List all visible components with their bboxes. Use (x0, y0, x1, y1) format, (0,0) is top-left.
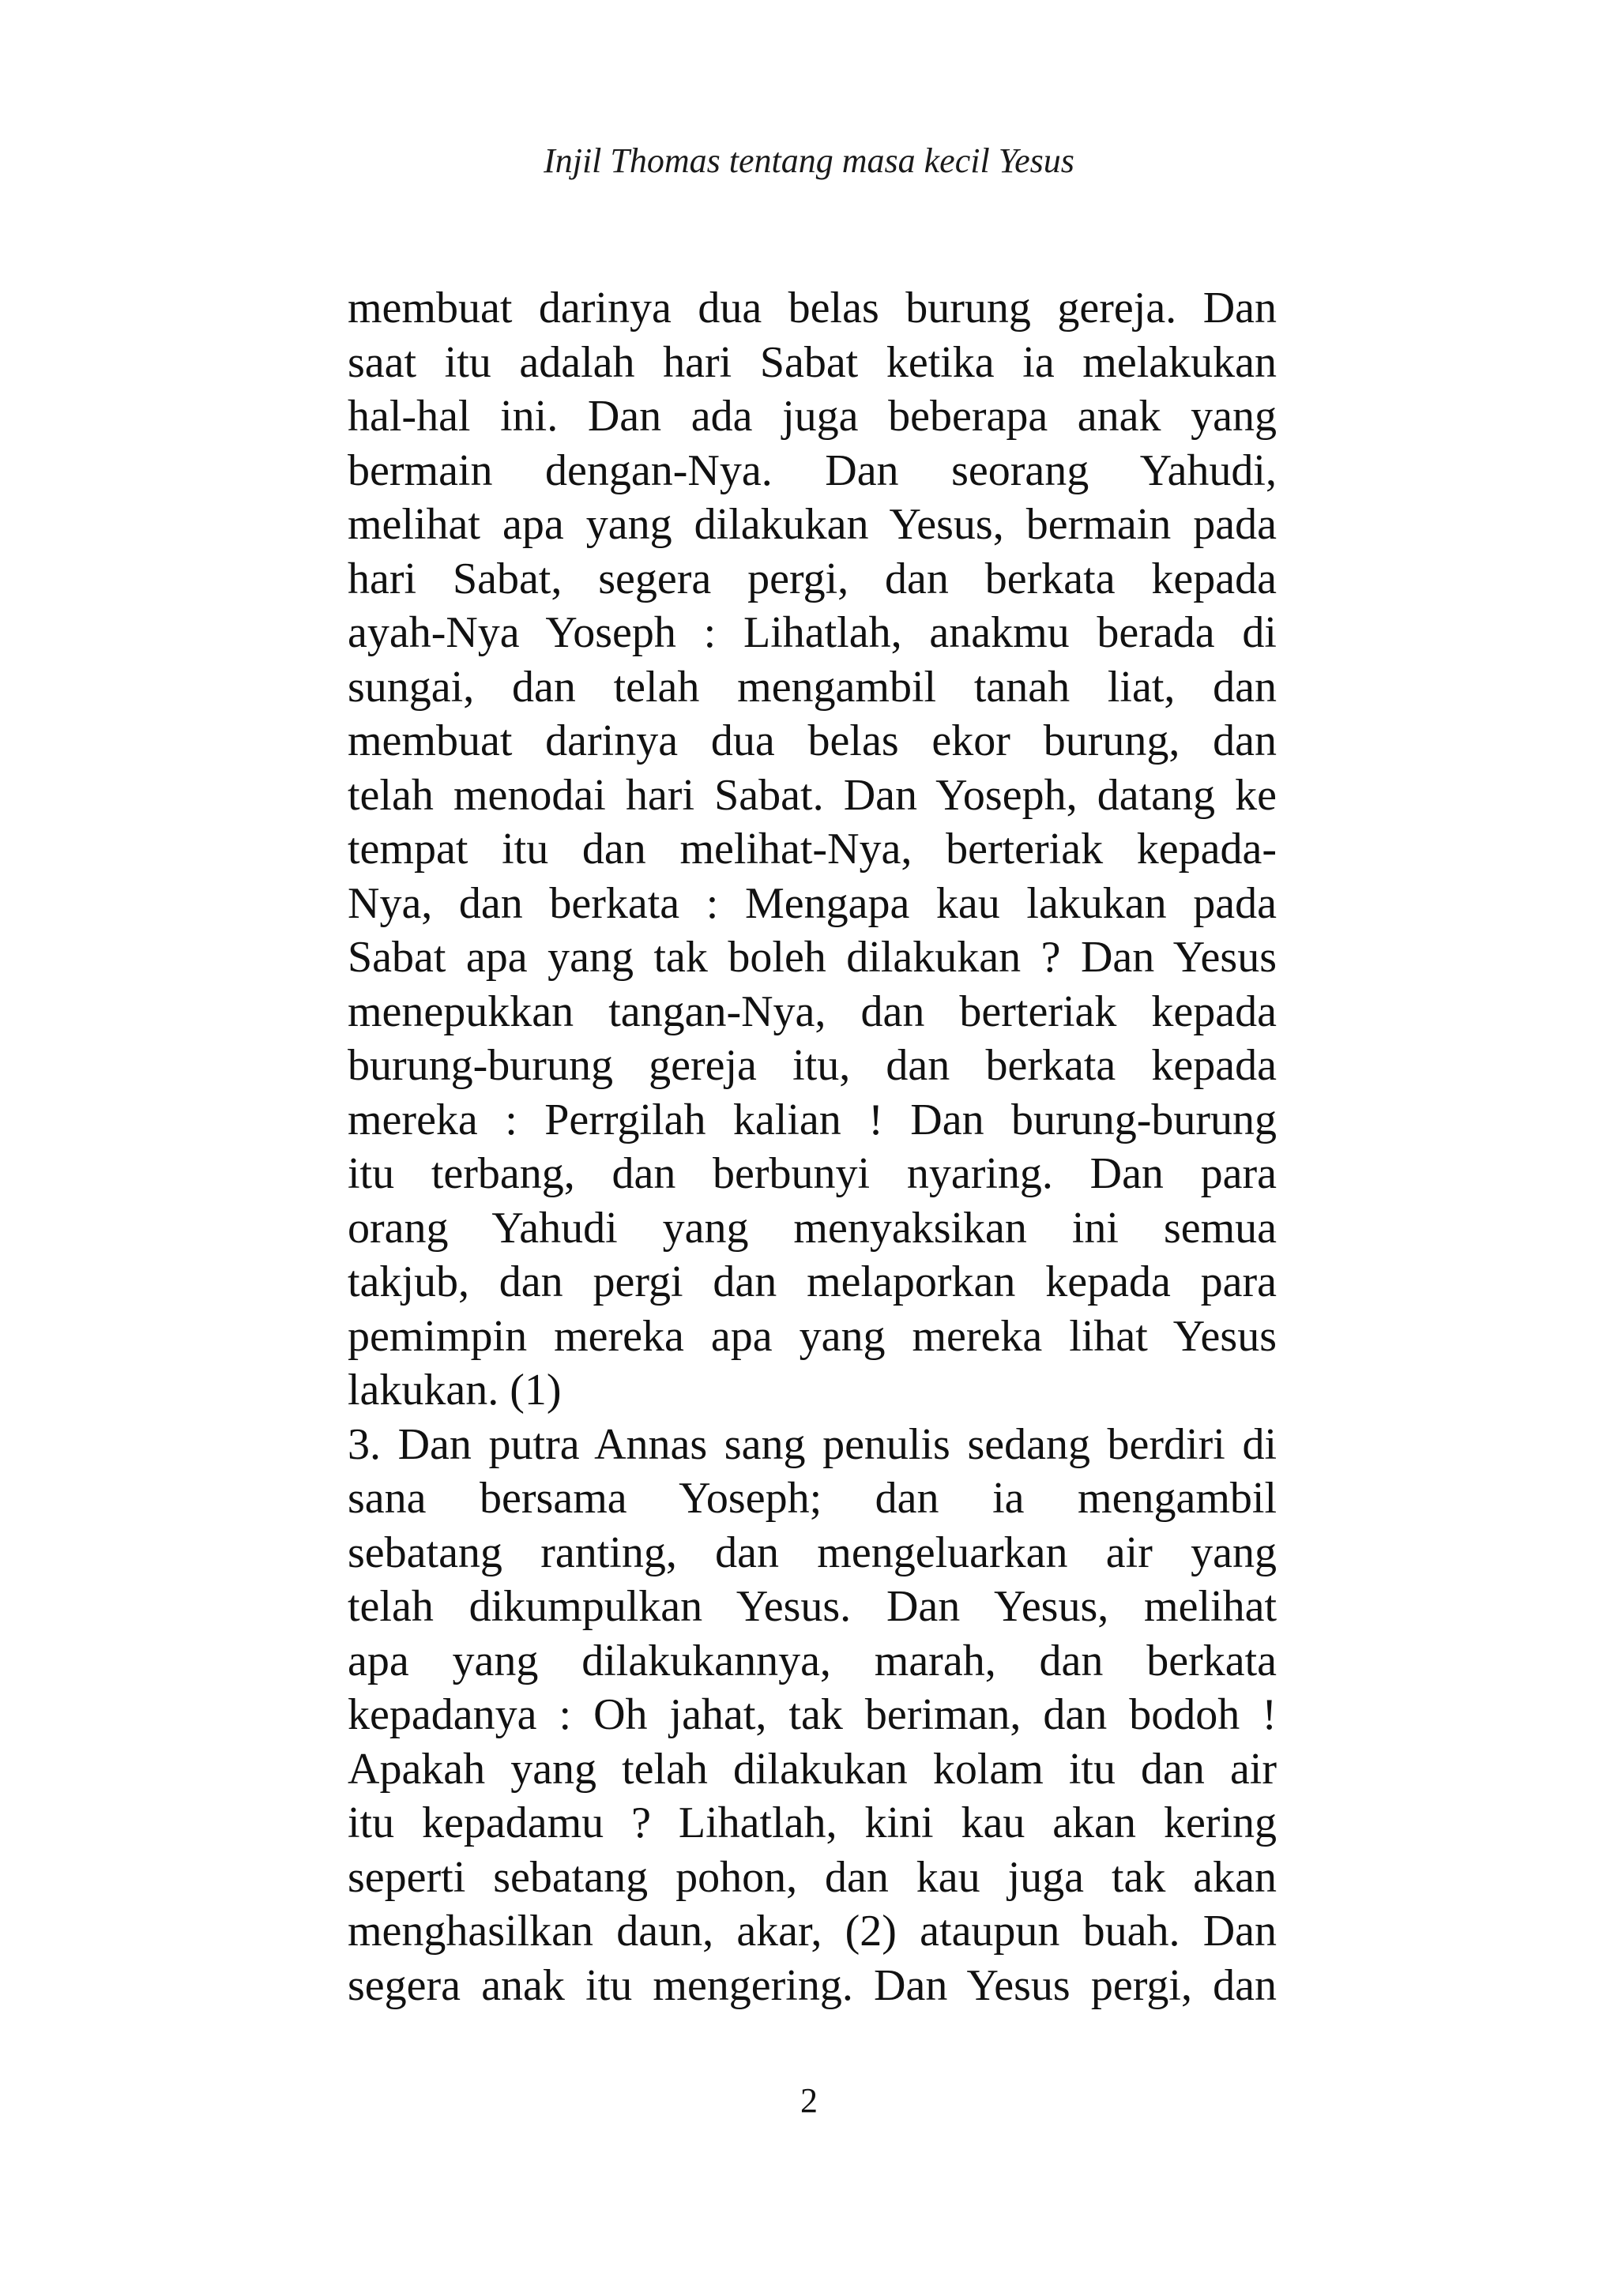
text-line: segera anak itu mengering. Dan Yesus pergi, dan (348, 1960, 1277, 2010)
text-line: hal-hal ini. Dan ada juga beberapa anak yang (348, 392, 1277, 441)
text-line: ayah-Nya Yoseph : Lihatlah, anakmu berada di (348, 608, 1277, 657)
text-line: apa yang dilakukannya, marah, dan berkata (348, 1636, 1277, 1685)
text-line: Nya, dan berkata : Mengapa kau lakukan pada (348, 878, 1277, 928)
text-line: tempat itu dan melihat-Nya, berteriak kepada- (348, 825, 1277, 874)
running-header: Injil Thomas tentang masa kecil Yesus (544, 141, 1074, 180)
text-line: bermain dengan-Nya. Dan seorang Yahudi, (348, 445, 1277, 495)
text-line: menghasilkan daun, akar, (2) ataupun buah. Dan (348, 1907, 1277, 1956)
paragraph-2 (348, 1418, 1277, 2013)
text-line: takjub, dan pergi dan melaporkan kepada para (348, 1257, 1277, 1306)
paragraph-1 (348, 281, 1277, 1418)
text-line: telah dikumpulkan Yesus. Dan Yesus, melihat (348, 1582, 1277, 1631)
text-line: saat itu adalah hari Sabat ketika ia melakukan (348, 337, 1277, 387)
text-line: 3. Dan putra Annas sang penulis sedang berdiri di (348, 1419, 1277, 1469)
text-line: telah menodai hari Sabat. Dan Yoseph, datang ke (348, 770, 1277, 820)
text-line: orang Yahudi yang menyaksikan ini semua (348, 1203, 1277, 1253)
body-text (348, 281, 1277, 2012)
text-line: seperti sebatang pohon, dan kau juga tak akan (348, 1852, 1277, 1902)
text-line: sana bersama Yoseph; dan ia mengambil (348, 1474, 1277, 1523)
text-line: lakukan. (1) (348, 1366, 562, 1415)
text-line: itu terbang, dan berbunyi nyaring. Dan para (348, 1149, 1277, 1198)
text-line: membuat darinya dua belas burung gereja. Dan (348, 284, 1277, 333)
text-line: burung-burung gereja itu, dan berkata kepada (348, 1041, 1277, 1090)
text-line: itu kepadamu ? Lihatlah, kini kau akan kering (348, 1798, 1277, 1847)
page-number: 2 (800, 2081, 818, 2120)
text-line: melihat apa yang dilakukan Yesus, bermain pada (348, 500, 1277, 549)
text-line: Apakah yang telah dilakukan kolam itu dan air (348, 1744, 1277, 1794)
text-line: hari Sabat, segera pergi, dan berkata kepada (348, 554, 1277, 603)
text-line: mereka : Perrgilah kalian ! Dan burung-burung (348, 1095, 1277, 1144)
text-line: sungai, dan telah mengambil tanah liat, dan (348, 662, 1277, 712)
text-line: membuat darinya dua belas ekor burung, dan (348, 716, 1277, 765)
text-line: kepadanya : Oh jahat, tak beriman, dan bodoh ! (348, 1690, 1277, 1739)
text-line: pemimpin mereka apa yang mereka lihat Yesus (348, 1311, 1277, 1361)
text-line: menepukkan tangan-Nya, dan berteriak kepada (348, 986, 1277, 1036)
text-line: sebatang ranting, dan mengeluarkan air yang (348, 1528, 1277, 1577)
text-line: Sabat apa yang tak boleh dilakukan ? Dan Yesus (348, 933, 1277, 982)
